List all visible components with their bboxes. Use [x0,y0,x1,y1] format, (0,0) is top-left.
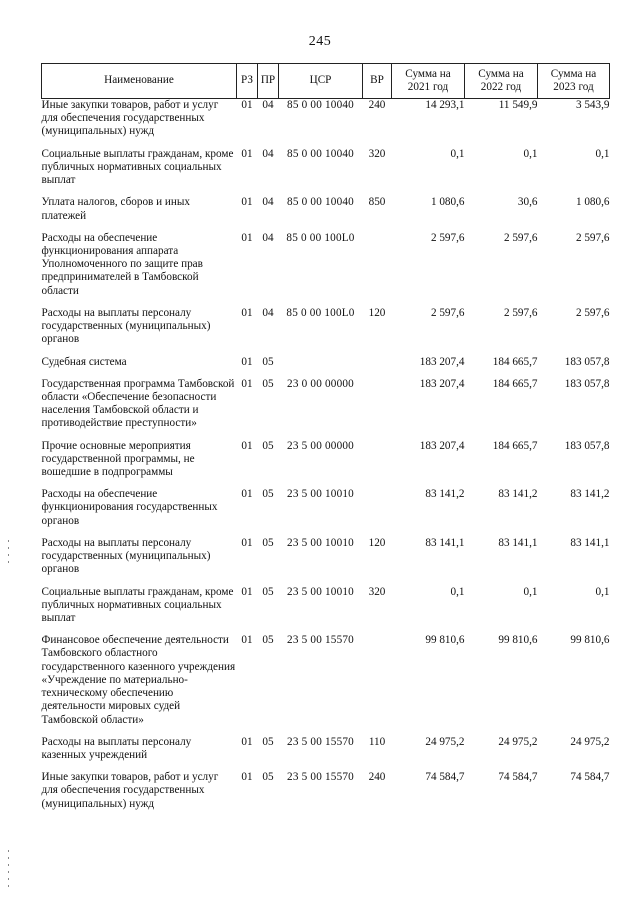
table-row [42,488,610,537]
row-csr: 23 5 00 00000 [287,439,354,452]
row-sum-2022: 99 810,6 [498,634,538,647]
row-rz: 01 [241,439,253,452]
row-sum-2023: 3 543,9 [575,99,610,111]
row-sum-2022: 184 665,7 [492,355,538,368]
row-rz: 01 [241,634,253,647]
row-vr: 120 [368,306,386,319]
row-sum-2021: 2 597,6 [430,231,465,244]
row-sum-2021: 99 810,6 [425,634,465,647]
row-vr [363,488,392,537]
row-rz: 01 [241,355,253,368]
row-rz: 01 [241,735,253,748]
row-name: Социальные выплаты гражданам, кроме публичных нормативных социальных выплат [41,147,234,187]
row-vr: 120 [368,536,386,549]
row-vr: 240 [368,771,386,784]
row-name: Иные закупки товаров, работ и услуг для обеспечения государственных (муниципальных) нужд [41,771,219,810]
table-body [42,99,610,820]
header-rz: РЗ [237,64,258,99]
row-name: Прочие основные мероприятия государственной программы, не вошедшие в подпрограммы [41,439,195,479]
page-number: 245 [308,34,332,49]
row-pr: 05 [262,634,274,647]
row-rz: 01 [241,536,253,549]
row-name: Расходы на выплаты персоналу казенных учреждений [41,735,192,761]
row-sum-2023: 2 597,6 [575,231,610,244]
row-rz: 01 [241,771,253,784]
row-sum-2022: 0,1 [523,585,538,598]
table-row [42,99,610,148]
row-csr: 85 0 00 100L0 [286,231,355,244]
row-sum-2022: 2 597,6 [503,231,538,244]
row-csr: 23 0 00 00000 [287,377,354,390]
row-csr: 85 0 00 10040 [287,196,354,209]
row-pr: 04 [262,99,274,111]
row-sum-2021: 83 141,2 [425,488,465,501]
row-sum-2021: 0,1 [450,585,465,598]
row-pr: 04 [262,306,274,319]
row-vr [363,232,392,307]
table-row [42,378,610,440]
budget-table [41,63,610,820]
row-pr: 05 [262,771,274,784]
row-sum-2023: 83 141,1 [570,536,610,549]
row-pr: 05 [262,735,274,748]
row-name: Расходы на выплаты персоналу государственных (муниципальных) органов [41,306,211,346]
row-rz: 01 [241,99,253,111]
row-csr: 23 5 00 15570 [287,735,354,748]
scan-margin-marks [8,850,10,892]
row-rz: 01 [241,377,253,390]
row-sum-2021: 74 584,7 [425,771,465,784]
row-pr: 05 [262,355,274,368]
row-csr: 23 5 00 10010 [287,536,354,549]
row-vr: 110 [368,735,386,748]
row-name: Расходы на обеспечение функционирования государственных органов [41,488,218,527]
header-csr: ЦСР [279,64,363,99]
table-row [42,307,610,356]
row-sum-2021: 83 141,1 [425,536,465,549]
header-sum-2022: Сумма на 2022 год [465,64,538,99]
row-pr: 05 [262,536,274,549]
row-rz: 01 [241,488,253,501]
row-rz: 01 [241,147,253,160]
row-sum-2021: 24 975,2 [425,735,465,748]
row-csr: 85 0 00 10040 [287,147,354,160]
row-sum-2022: 24 975,2 [498,735,538,748]
row-name: Судебная система [41,355,127,368]
header-sum-2023: Сумма на 2023 год [538,64,610,99]
row-sum-2021: 183 207,4 [419,355,465,368]
table-row [42,736,610,771]
header-name: Наименование [42,64,237,99]
row-sum-2023: 183 057,8 [564,355,610,368]
row-vr [363,356,392,378]
row-sum-2022: 184 665,7 [492,377,538,390]
row-pr: 05 [262,488,274,501]
row-sum-2022: 74 584,7 [498,771,538,784]
row-pr: 05 [262,585,274,598]
row-sum-2021: 2 597,6 [430,306,465,319]
row-sum-2023: 0,1 [595,585,610,598]
table-row [42,232,610,307]
row-pr: 05 [262,377,274,390]
row-pr: 04 [262,147,274,160]
row-name: Расходы на обеспечение функционирования аппарата Уполномоченного по защите прав предпринимателей в Тамбовской области [41,231,203,297]
table-row [42,356,610,378]
row-rz: 01 [241,585,253,598]
header-vr: ВР [363,64,392,99]
row-sum-2021: 1 080,6 [430,196,465,209]
row-csr: 85 0 00 100L0 [286,306,355,319]
row-sum-2022: 2 597,6 [503,306,538,319]
row-rz: 01 [241,196,253,209]
row-sum-2023: 0,1 [595,147,610,160]
table-row [42,440,610,489]
row-sum-2023: 24 975,2 [570,735,610,748]
row-sum-2022: 0,1 [523,147,538,160]
row-sum-2023: 183 057,8 [564,377,610,390]
row-sum-2023: 74 584,7 [570,771,610,784]
table-row [42,148,610,197]
row-csr: 23 5 00 15570 [287,771,354,784]
row-pr: 04 [262,196,274,209]
row-name: Расходы на выплаты персоналу государственных (муниципальных) органов [41,536,211,576]
row-csr: 23 5 00 10010 [287,585,354,598]
row-sum-2022: 11 549,9 [498,99,538,111]
row-sum-2023: 183 057,8 [564,439,610,452]
row-csr: 23 5 00 15570 [287,634,354,647]
row-sum-2023: 1 080,6 [575,196,610,209]
row-sum-2022: 184 665,7 [492,439,538,452]
row-pr: 04 [262,231,274,244]
table-row [42,771,610,820]
table-row [42,537,610,586]
row-sum-2021: 14 293,1 [425,99,465,111]
row-vr: 240 [368,99,386,111]
row-name: Иные закупки товаров, работ и услуг для обеспечения государственных (муниципальных) нужд [41,99,219,138]
row-vr: 320 [368,585,386,598]
row-sum-2022: 83 141,2 [498,488,538,501]
row-csr: 23 5 00 10010 [287,488,354,501]
row-name: Уплата налогов, сборов и иных платежей [41,196,191,222]
row-csr: 85 0 00 10040 [287,99,354,111]
row-name: Государственная программа Тамбовской области «Обеспечение безопасности населения Тамбовской области и противодействие преступности» [41,377,235,430]
row-vr [363,378,392,440]
row-sum-2023: 83 141,2 [570,488,610,501]
row-sum-2021: 0,1 [450,147,465,160]
scan-margin-marks [8,540,10,568]
table-row [42,196,610,231]
row-sum-2021: 183 207,4 [419,377,465,390]
row-vr: 850 [368,196,386,209]
row-csr [279,356,363,378]
row-vr: 320 [368,147,386,160]
row-vr [363,440,392,489]
row-sum-2023: 99 810,6 [570,634,610,647]
row-name: Финансовое обеспечение деятельности Тамбовского областного государственного казенного учреждения «Учреждение по материально-техническому обеспечению деятельности мировых судей Тамбовской области» [41,634,236,726]
header-pr: ПР [258,64,279,99]
table-row [42,634,610,736]
table-header-row [42,64,610,99]
row-sum-2021: 183 207,4 [419,439,465,452]
row-sum-2022: 83 141,1 [498,536,538,549]
row-sum-2023: 2 597,6 [575,306,610,319]
row-pr: 05 [262,439,274,452]
row-vr [363,634,392,736]
header-sum-2021: Сумма на 2021 год [392,64,465,99]
row-rz: 01 [241,306,253,319]
row-name: Социальные выплаты гражданам, кроме публичных нормативных социальных выплат [41,585,234,624]
table-row [42,586,610,635]
row-rz: 01 [241,231,253,244]
row-sum-2022: 30,6 [517,196,538,209]
